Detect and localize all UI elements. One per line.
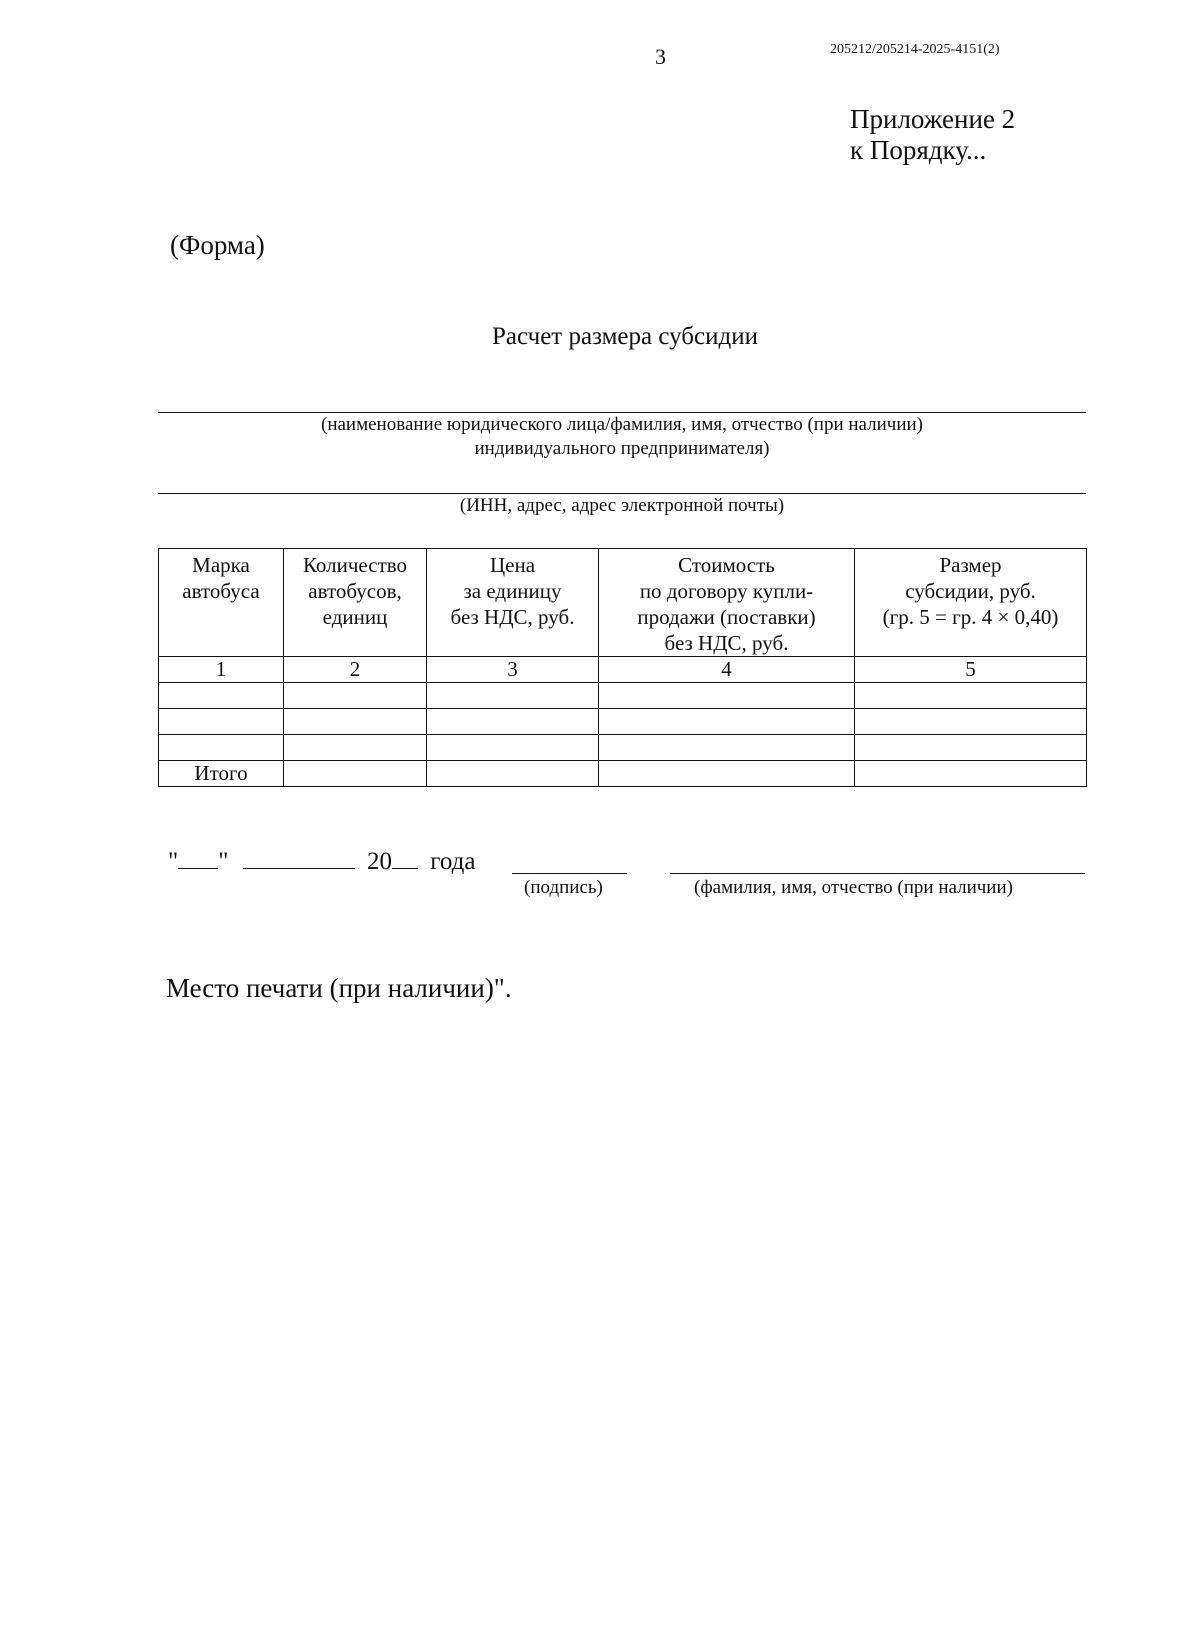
appendix-reference [850,104,1015,166]
total-label: Итого [159,761,284,787]
column-number: 4 [599,657,855,683]
subsidy-table [158,548,1087,787]
day-blank [178,848,218,869]
document-title: Расчет размера субсидии [492,323,758,350]
entity-caption-line-1: (наименование юридического лица/фамилия, имя, отчество (при наличии) [321,414,923,435]
table-cell [159,735,284,761]
appendix-line-2: к Порядку... [850,135,987,165]
column-number: 3 [427,657,599,683]
table-cell [855,735,1087,761]
quote-open: " [168,848,179,875]
quote-close: " [218,848,229,875]
column-number-row [159,657,1087,683]
table-cell [427,683,599,709]
stamp-place: Место печати (при наличии)". [166,973,512,1003]
total-row [159,761,1087,787]
full-name-line [670,873,1085,874]
table-row [159,735,1087,761]
document-id: 205212/205214-2025-4151(2) [830,42,1000,57]
year-blank [392,848,418,869]
table-cell [599,761,855,787]
table-cell [284,735,427,761]
table-cell [599,709,855,735]
date-line [168,848,475,876]
table-cell [427,709,599,735]
column-number: 1 [159,657,284,683]
table-cell [427,735,599,761]
table-cell [855,683,1087,709]
entity-caption-line-2: индивидуального предпринимателя) [474,438,770,459]
contacts-caption: (ИНН, адрес, адрес электронной почты) [459,495,785,516]
full-name-caption: (фамилия, имя, отчество (при наличии) [694,877,1013,898]
year-prefix: 20 [366,848,392,875]
header-bus-brand: Марка автобуса [159,549,284,657]
entity-name-caption [158,413,1086,461]
table-cell [599,735,855,761]
table-cell [855,761,1087,787]
appendix-line-1: Приложение 2 [850,104,1016,134]
table-cell [159,709,284,735]
header-unit-price: Цена за единицу без НДС, руб. [427,549,599,657]
column-number: 2 [284,657,427,683]
month-blank [243,848,355,869]
table-cell [855,709,1087,735]
form-label: (Форма) [170,230,265,260]
year-suffix: года [430,848,476,875]
table-cell [159,683,284,709]
signature-line [512,873,627,874]
table-cell [284,709,427,735]
table-row [159,683,1087,709]
table-cell [284,761,427,787]
header-subsidy-amount: Размер субсидии, руб. (гр. 5 = гр. 4 × 0,40) [855,549,1087,657]
page-number: 3 [655,44,666,69]
table-cell [284,683,427,709]
header-bus-quantity: Количество автобусов, единиц [284,549,427,657]
table-row [159,709,1087,735]
column-number: 5 [855,657,1087,683]
header-contract-cost: Стоимость по договору купли- продажи (поставки) без НДС, руб. [599,549,855,657]
table-cell [599,683,855,709]
table-header-row [159,549,1087,657]
signature-caption: (подпись) [524,877,603,898]
table-cell [427,761,599,787]
